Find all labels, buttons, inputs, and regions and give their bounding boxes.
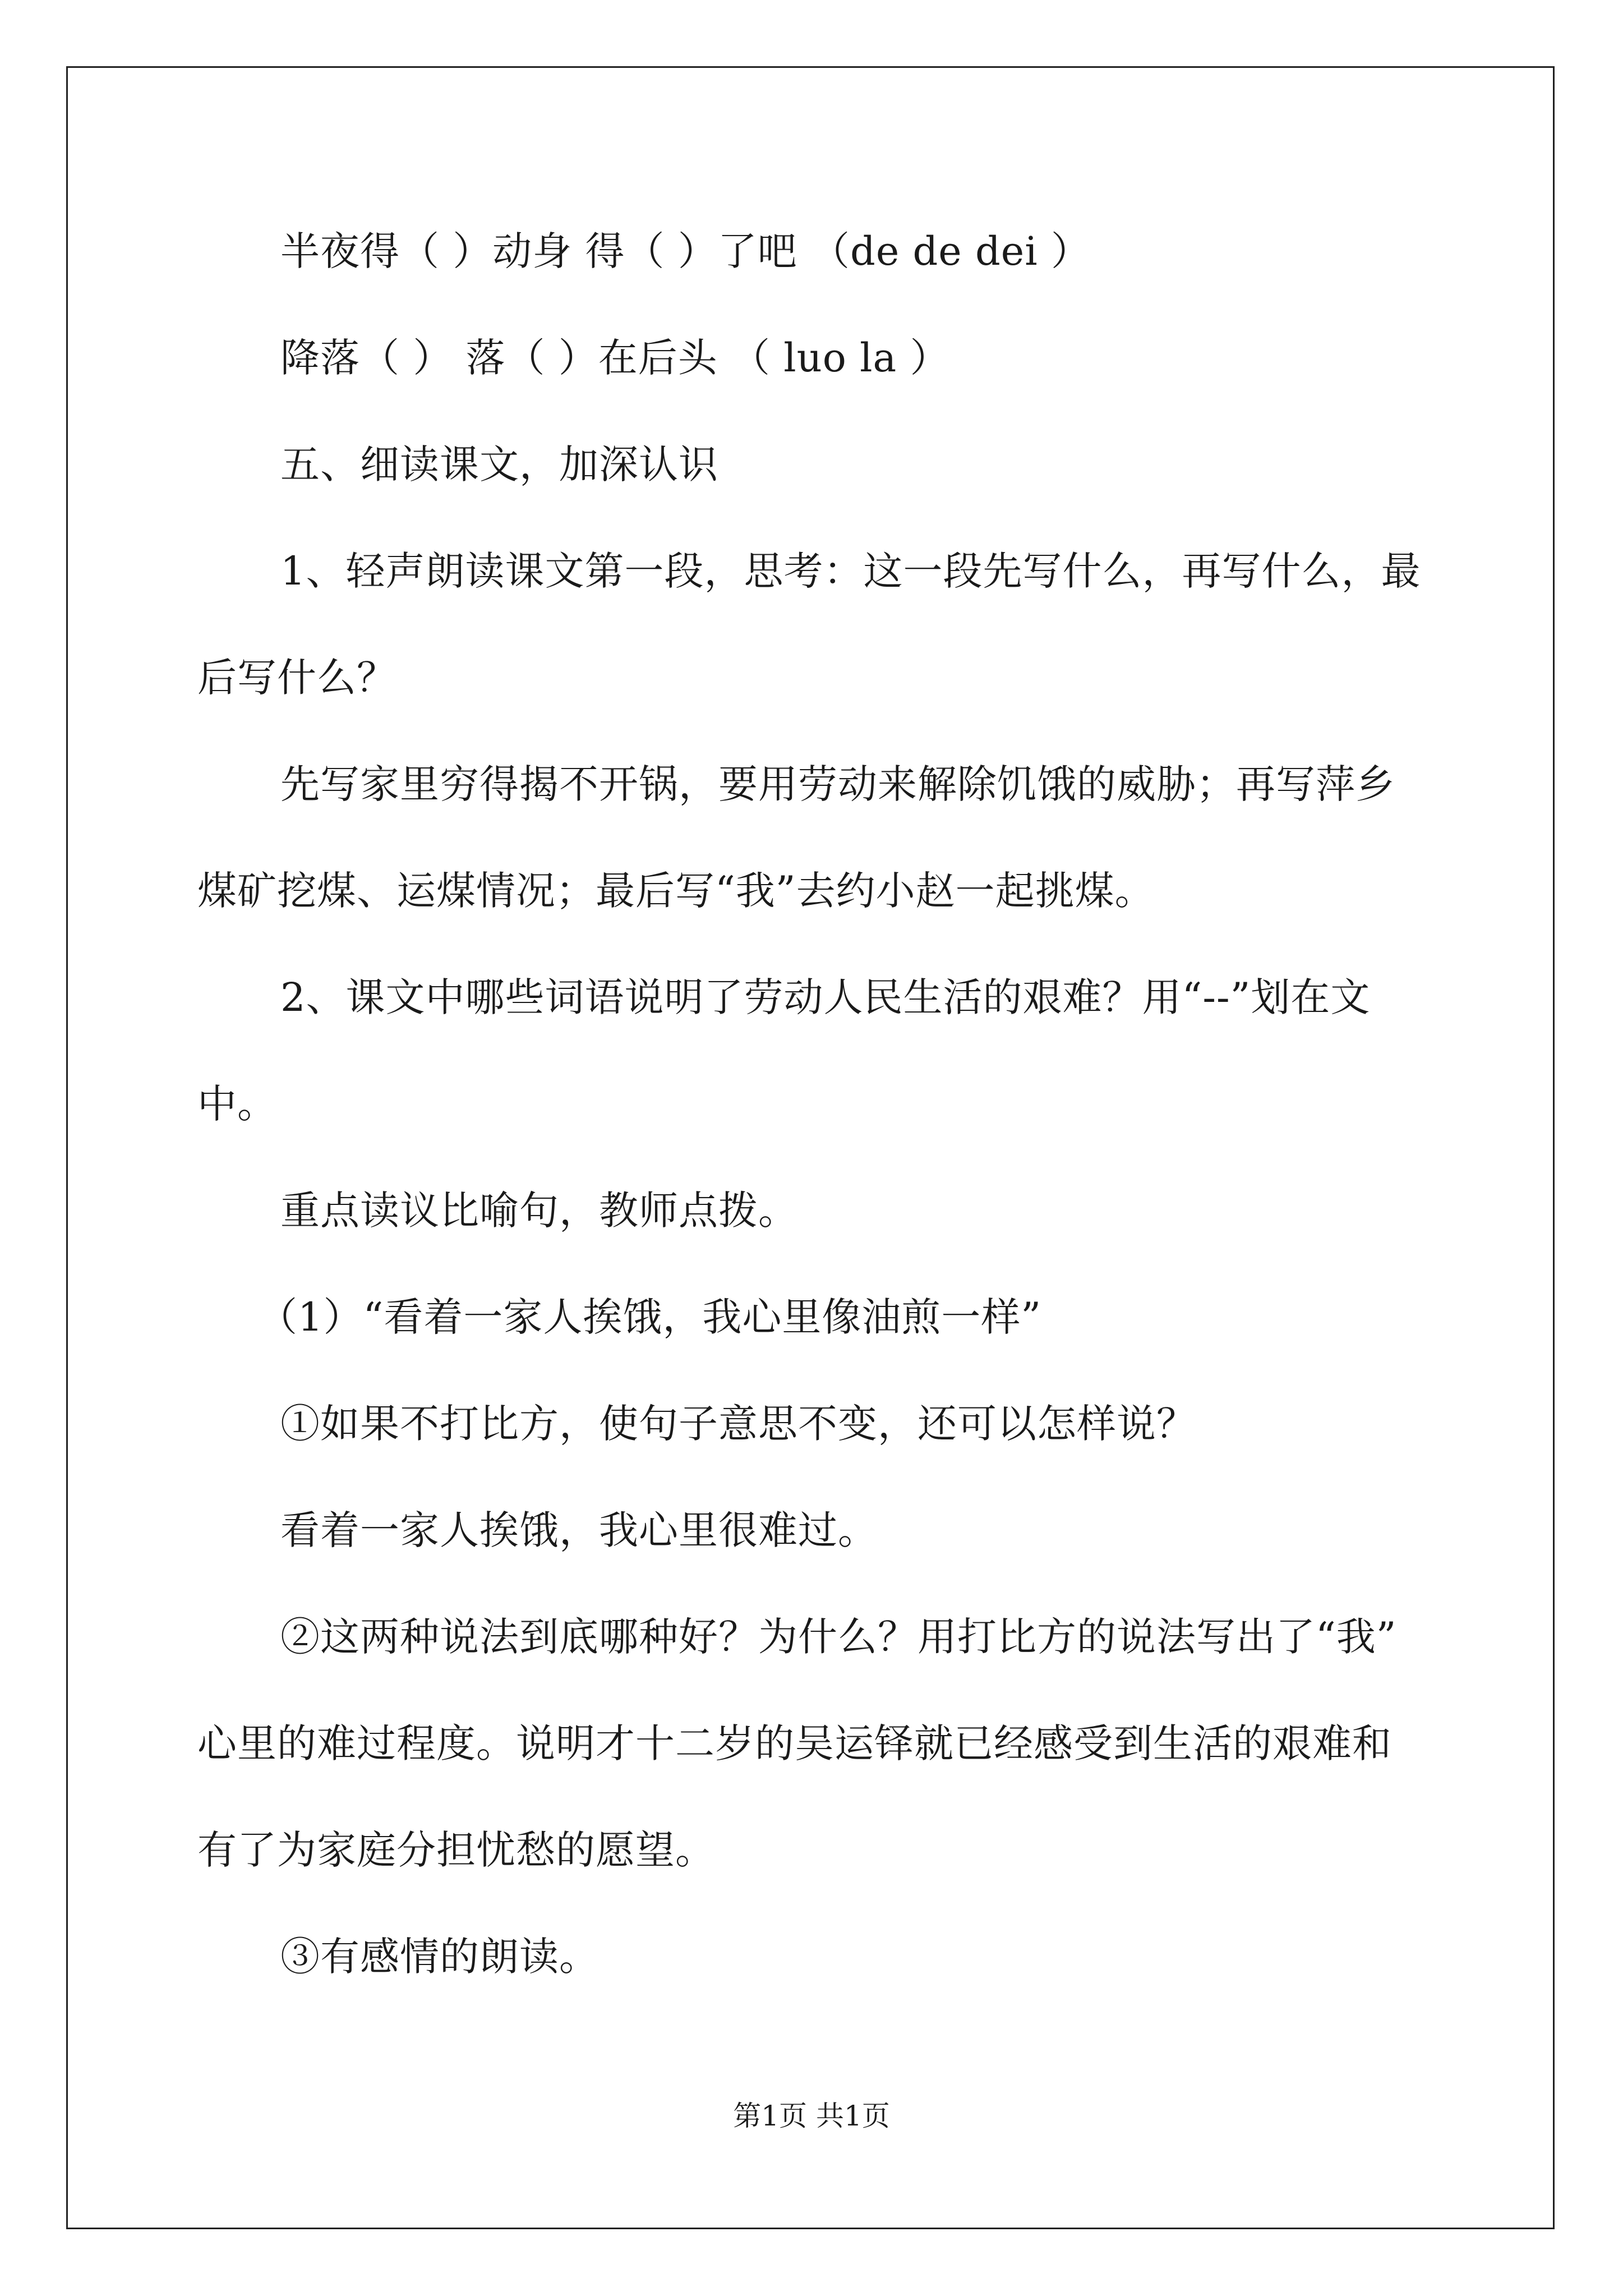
text-line-4: 1、轻声朗读课文第一段，思考：这一段先写什么，再写什么，最 [280,548,1421,594]
text-line-6: 先写家里穷得揭不开锅，要用劳动来解除饥饿的威胁；再写萍乡 [280,761,1395,807]
text-line-17: ③有感情的朗读。 [280,1934,599,1980]
text-line-14: ②这两种说法到底哪种好？为什么？用打比方的说法写出了“我” [280,1614,1397,1660]
text-line-7: 煤矿挖煤、运煤情况；最后写“我”去约小赵一起挑煤。 [197,868,1155,914]
section-heading: 五、细读课文，加深认识 [280,441,718,487]
text-line-8: 2、课文中哪些词语说明了劳动人民生活的艰难？用“--”划在文 [280,974,1371,1020]
page-border [66,66,1555,2229]
text-line-13: 看着一家人挨饿，我心里很难过。 [280,1507,878,1553]
text-line-2: 降落（ ） 落（ ）在后头 （ luo la ） [280,335,950,381]
text-line-5: 后写什么？ [197,655,396,701]
page-number: 第1页 共1页 [733,2100,890,2132]
text-line-9: 中。 [197,1081,277,1127]
text-line-15: 心里的难过程度。说明才十二岁的吴运铎就已经感受到生活的艰难和 [197,1720,1392,1766]
text-line-16: 有了为家庭分担忧愁的愿望。 [197,1827,715,1873]
text-line-1: 半夜得（ ）动身 得（ ）了吧 （de de dei ） [280,228,1091,274]
text-line-12: ①如果不打比方，使句子意思不变，还可以怎样说？ [280,1401,1196,1447]
text-line-11: （1）“看着一家人挨饿，我心里像油煎一样” [258,1294,1042,1340]
text-line-10: 重点读议比喻句，教师点拨。 [280,1188,798,1234]
